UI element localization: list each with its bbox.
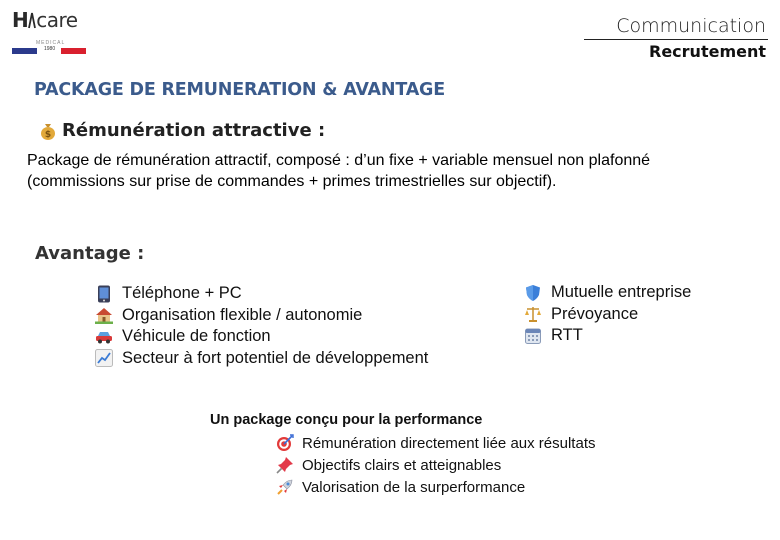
scales-icon: [524, 305, 542, 323]
header-divider: [584, 39, 768, 40]
list-item: Téléphone + PC: [95, 283, 428, 305]
list-item: Rémunération directement liée aux résultats: [276, 432, 595, 454]
logo-accent-icon: [28, 11, 36, 27]
avantage-list-left: [95, 283, 428, 369]
target-icon: [276, 434, 294, 452]
shield-icon: [524, 284, 542, 302]
list-item: Véhicule de fonction: [95, 326, 428, 348]
remuneration-description: Package de rémunération attractif, composé : d’un fixe + variable mensuel non plafonné (commissions sur prise de commandes + primes trimestrielles sur objectif).: [27, 152, 651, 190]
header-subsection: Recrutement: [649, 42, 766, 61]
logo-tagline: MEDICAL: [36, 40, 66, 46]
logo-year: 1980: [44, 46, 56, 52]
phone-icon: [95, 285, 113, 303]
list-item: Objectifs clairs et atteignables: [276, 454, 595, 476]
money-bag-icon: [38, 121, 58, 141]
avantage-list-right: [524, 282, 691, 347]
car-icon: [95, 328, 113, 346]
list-item: Prévoyance: [524, 304, 691, 326]
svg-text:$: $: [44, 129, 52, 140]
list-item: Secteur à fort potentiel de développement: [95, 348, 428, 370]
page-title: PACKAGE DE REMUNERATION & AVANTAGE: [34, 80, 445, 100]
company-logo: [12, 8, 92, 58]
house-icon: [95, 306, 113, 324]
pin-icon: [276, 456, 294, 474]
performance-title: Un package conçu pour la performance: [210, 412, 483, 428]
avantage-heading: Avantage :: [35, 243, 145, 264]
list-item: Mutuelle entreprise: [524, 282, 691, 304]
list-item: Organisation flexible / autonomie: [95, 305, 428, 327]
header-section: Communication: [616, 15, 766, 37]
chart-up-icon: [95, 349, 113, 367]
list-item: Valorisation de la surperformance: [276, 476, 595, 498]
logo-wordmark: H care: [12, 8, 78, 32]
calendar-icon: [524, 327, 542, 345]
rocket-icon: [276, 478, 294, 496]
performance-list: [276, 432, 595, 498]
list-item: RTT: [524, 325, 691, 347]
remuneration-heading: $ Rémunération attractive :: [38, 120, 325, 141]
